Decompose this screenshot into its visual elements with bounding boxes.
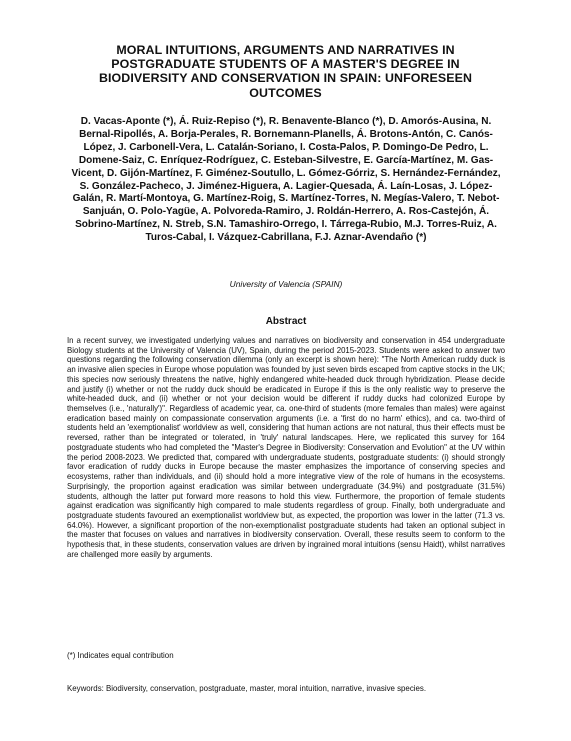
equal-contribution-note: (*) Indicates equal contribution [67,651,174,660]
author-list: D. Vacas-Aponte (*), Á. Ruiz-Repiso (*), R. Benavente-Blanco (*), D. Amorós-Ausina, N. Bernal-Ripollés, A. Borja-Perales, R. Bornemann-Planells, Á. Brotons-Antón, C. Canós-López, J. Carbonell-Vera, L. Catalán-Soriano, I. Costa-Palos, P. Domingo-De Pedro, L. Domene-Saiz, C. Enríquez-Rodríguez, C. Esteban-Silvestre, E. García-Martínez, M. Gas-Vicent, D. Gijón-Martínez, F. Giménez-Soutullo, L. Gómez-Górriz, S. Hernández-Fernández, S. González-Pacheco, J. Jiménez-Higuera, A. Lagier-Quesada, Á. Laín-Losas, J. López-Galán, R. Martí-Montoya, G. Martínez-Roig, S. Martínez-Torres, N. Megías-Valero, T. Nebot-Sanjuán, O. Polo-Yagüe, A. Polvoreda-Ramiro, J. Roldán-Herrero, A. Ros-Castejón, Á. Sobrino-Martínez, N. Streb, S.N. Tamashiro-Orrego, I. Tárrega-Rubio, M.J. Torres-Ruiz, A. Turos-Cabal, I. Vázquez-Cabrillana, F.J. Aznar-Avendaño (*) [71,116,501,244]
abstract-text: In a recent survey, we investigated underlying values and narratives on biodiversity and conservation in 454 undergraduate Biology students at the University of Valencia (UV), Spain, during the period 2015-2023. Students were asked to answer two questions regarding the following conservation dilemma (only an excerpt is shown here): "The North American ruddy duck is an invasive alien species in Europe whose population was founded by just seven birds escaped from captive stocks in the UK; this species now seriously threatens the native, highly endangered white-headed duck through hybridization. Please decide and justify (i) whether or not the ruddy duck should be eradicated in Europe if this is the only realistic way to preserve the white-headed duck, and (ii) whether or not your decision would be different if ruddy ducks had colonized Europe by themselves (i.e., 'naturally')". Regardless of academic year, ca. one-third of students (more females than males) were against eradication based mainly on compassionate conservation arguments (i.e. a 'first do no harm' ethics), and ca. two-third of students held an 'exemptionalist' worldview as well, considering that human actions are not natural, thus their effects must be reversed, rather than be integrated or tolerated, in 'truly' natural landscapes. Here, we replicated this survey for 164 postgraduate students who had completed the "Master's Degree in Biodiversity: Conservation and Evolution" at the UV within the period 2008-2023. We predicted that, compared with undergraduate students, postgraduate students: (i) should strongly favor eradication of ruddy ducks in Europe because the master emphasizes the importance of conserving species and ecosystems, rather than individuals, and (ii) should hold a more integrative view of the role of humans in the ecosystems. Surprisingly, the proportion against eradication was similar between undergraduate (34.9%) and postgraduate (31.5%) students, although the latter put forward more reasons to hold this view. Furthermore, the proportion of female students against eradication was significantly high compared to male students regardless of group. Finally, both undergraduate and postgraduate students favoured an exemptionalist worldview but, as expected, the proportion was lower in the latter (71.3 vs. 64.0%). However, a significant proportion of the non-exemptionalist postgraduate students had taken an optional subject in the master that focuses on values and narratives in biodiversity conservation. Overall, these results seem to conform to the hypothesis that, in these students, conservation values are driven by ingrained moral intuitions (sensu Haidt), whilst narratives are challenged more easily by arguments. [67,336,505,559]
keywords: Keywords: Biodiversity, conservation, postgraduate, master, moral intuition, narrative, invasive species. [67,684,427,693]
affiliation: University of Valencia (SPAIN) [229,279,343,289]
paper-title: MORAL INTUITIONS, ARGUMENTS AND NARRATIVES IN POSTGRADUATE STUDENTS OF A MASTER'S DEGREE IN BIODIVERSITY AND CONSERVATION IN SPAIN: UNFORESEEN OUTCOMES [98,43,473,100]
abstract-heading: Abstract [265,316,307,327]
